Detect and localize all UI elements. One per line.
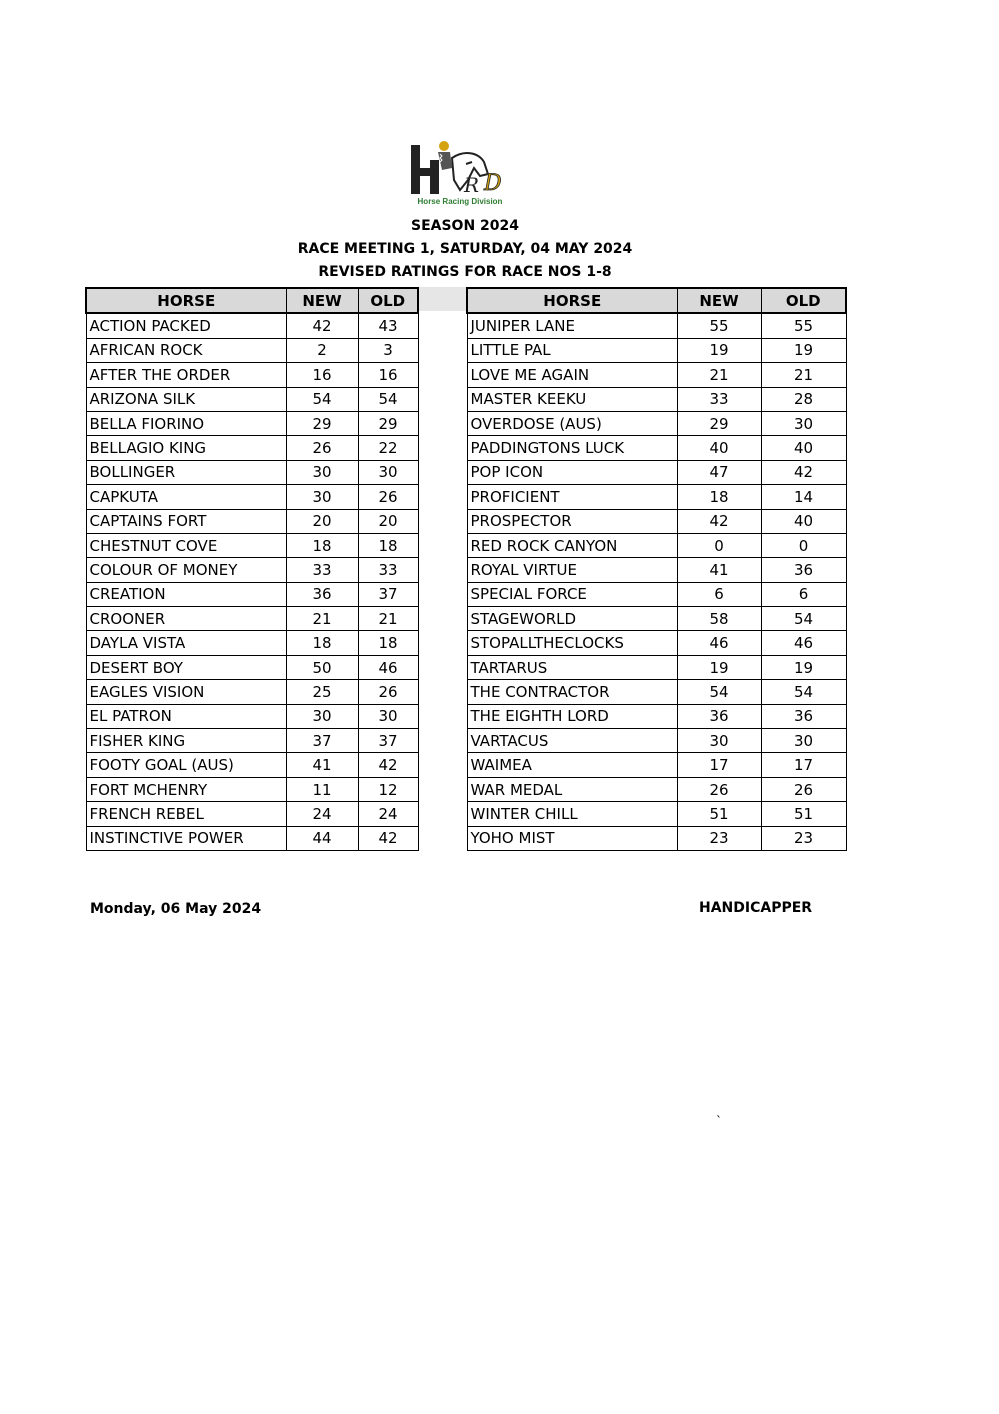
old-rating-cell: 37 [358,729,418,753]
table-row [467,363,846,387]
new-rating-cell: 44 [286,826,358,850]
new-rating-cell: 24 [286,802,358,826]
ratings-table-right [466,287,847,851]
ratings-subtitle: REVISED RATINGS FOR RACE NOS 1-8 [318,264,612,280]
horse-name-cell: COLOUR OF MONEY [86,558,286,582]
horse-name-cell: FRENCH REBEL [86,802,286,826]
new-rating-cell: 29 [677,411,761,435]
stray-mark: ` [716,1114,722,1128]
old-rating-cell: 33 [358,558,418,582]
table-row [467,704,846,728]
horse-name-cell: CREATION [86,582,286,606]
old-rating-cell: 29 [358,411,418,435]
new-rating-cell: 41 [677,558,761,582]
horse-name-cell: VARTACUS [467,729,677,753]
table-row [467,607,846,631]
new-rating-cell: 19 [677,655,761,679]
horse-name-cell: WINTER CHILL [467,802,677,826]
table-row [86,509,418,533]
old-rating-cell: 40 [761,436,846,460]
horse-name-cell: JUNIPER LANE [467,313,677,338]
column-header-new: NEW [677,288,761,313]
new-rating-cell: 25 [286,680,358,704]
new-rating-cell: 51 [677,802,761,826]
horse-name-cell: TARTARUS [467,655,677,679]
new-rating-cell: 58 [677,607,761,631]
old-rating-cell: 6 [761,582,846,606]
horse-name-cell: PROFICIENT [467,485,677,509]
table-row [467,802,846,826]
table-row [467,387,846,411]
horse-name-cell: WAR MEDAL [467,777,677,801]
table-row [467,826,846,850]
new-rating-cell: 11 [286,777,358,801]
table-row [86,802,418,826]
table-row [467,582,846,606]
horse-name-cell: INSTINCTIVE POWER [86,826,286,850]
table-row [86,826,418,850]
new-rating-cell: 42 [677,509,761,533]
horse-name-cell: STAGEWORLD [467,607,677,631]
horse-name-cell: DAYLA VISTA [86,631,286,655]
table-row [467,558,846,582]
new-rating-cell: 18 [286,533,358,557]
table-row [467,313,846,338]
old-rating-cell: 54 [761,680,846,704]
table-header-row [467,288,846,313]
table-row [86,313,418,338]
new-rating-cell: 23 [677,826,761,850]
new-rating-cell: 55 [677,313,761,338]
race-meeting-title: RACE MEETING 1, SATURDAY, 04 MAY 2024 [297,241,633,257]
old-rating-cell: 0 [761,533,846,557]
horse-name-cell: FISHER KING [86,729,286,753]
old-rating-cell: 18 [358,631,418,655]
horse-name-cell: PROSPECTOR [467,509,677,533]
horse-name-cell: CROONER [86,607,286,631]
new-rating-cell: 18 [677,485,761,509]
horse-name-cell: YOHO MIST [467,826,677,850]
old-rating-cell: 21 [761,363,846,387]
old-rating-cell: 42 [358,753,418,777]
old-rating-cell: 18 [358,533,418,557]
old-rating-cell: 55 [761,313,846,338]
horse-name-cell: SPECIAL FORCE [467,582,677,606]
old-rating-cell: 30 [358,460,418,484]
new-rating-cell: 30 [286,460,358,484]
svg-text:D: D [484,171,502,196]
new-rating-cell: 21 [677,363,761,387]
horse-name-cell: PADDINGTONS LUCK [467,436,677,460]
report-date: Monday, 06 May 2024 [90,901,262,917]
horse-name-cell: MASTER KEEKU [467,387,677,411]
old-rating-cell: 23 [761,826,846,850]
old-rating-cell: 43 [358,313,418,338]
new-rating-cell: 17 [677,753,761,777]
horse-name-cell: POP ICON [467,460,677,484]
table-row [86,436,418,460]
old-rating-cell: 40 [761,509,846,533]
horse-name-cell: EAGLES VISION [86,680,286,704]
new-rating-cell: 2 [286,338,358,362]
logo-caption: Horse Racing Division [417,197,503,206]
old-rating-cell: 30 [761,411,846,435]
new-rating-cell: 36 [677,704,761,728]
horse-name-cell: AFRICAN ROCK [86,338,286,362]
svg-text:R: R [464,173,480,196]
old-rating-cell: 28 [761,387,846,411]
table-row [86,680,418,704]
old-rating-cell: 3 [358,338,418,362]
table-row [86,533,418,557]
table-row [86,631,418,655]
table-row [467,777,846,801]
table-row [467,338,846,362]
new-rating-cell: 50 [286,655,358,679]
new-rating-cell: 33 [677,387,761,411]
new-rating-cell: 54 [677,680,761,704]
old-rating-cell: 17 [761,753,846,777]
horse-name-cell: CHESTNUT COVE [86,533,286,557]
table-row [467,753,846,777]
new-rating-cell: 26 [677,777,761,801]
new-rating-cell: 21 [286,607,358,631]
horse-name-cell: CAPTAINS FORT [86,509,286,533]
horse-name-cell: LITTLE PAL [467,338,677,362]
horse-name-cell: STOPALLTHECLOCKS [467,631,677,655]
horse-name-cell: ROYAL VIRTUE [467,558,677,582]
old-rating-cell: 46 [358,655,418,679]
horse-name-cell: DESERT BOY [86,655,286,679]
horse-name-cell: THE EIGHTH LORD [467,704,677,728]
old-rating-cell: 37 [358,582,418,606]
old-rating-cell: 30 [358,704,418,728]
old-rating-cell: 42 [761,460,846,484]
old-rating-cell: 12 [358,777,418,801]
table-row [86,411,418,435]
horse-name-cell: BOLLINGER [86,460,286,484]
season-title: SEASON 2024 [410,218,520,234]
old-rating-cell: 20 [358,509,418,533]
table-row [86,777,418,801]
new-rating-cell: 41 [286,753,358,777]
new-rating-cell: 42 [286,313,358,338]
table-row [86,558,418,582]
table-row [467,411,846,435]
table-row [467,460,846,484]
new-rating-cell: 29 [286,411,358,435]
old-rating-cell: 54 [358,387,418,411]
table-row [467,533,846,557]
old-rating-cell: 24 [358,802,418,826]
column-header-horse: HORSE [86,288,286,313]
horse-name-cell: ACTION PACKED [86,313,286,338]
old-rating-cell: 19 [761,338,846,362]
horse-racing-logo-icon [408,140,512,196]
column-header-old: OLD [761,288,846,313]
new-rating-cell: 40 [677,436,761,460]
new-rating-cell: 0 [677,533,761,557]
table-row [467,729,846,753]
old-rating-cell: 26 [358,485,418,509]
table-row [86,460,418,484]
new-rating-cell: 37 [286,729,358,753]
table-row [86,704,418,728]
new-rating-cell: 33 [286,558,358,582]
new-rating-cell: 20 [286,509,358,533]
table-row [467,680,846,704]
new-rating-cell: 46 [677,631,761,655]
horse-name-cell: FOOTY GOAL (AUS) [86,753,286,777]
table-row [86,387,418,411]
old-rating-cell: 51 [761,802,846,826]
table-row [86,363,418,387]
new-rating-cell: 19 [677,338,761,362]
table-row [467,655,846,679]
new-rating-cell: 30 [286,485,358,509]
old-rating-cell: 16 [358,363,418,387]
table-row [86,753,418,777]
old-rating-cell: 54 [761,607,846,631]
table-row [86,655,418,679]
old-rating-cell: 46 [761,631,846,655]
old-rating-cell: 36 [761,704,846,728]
old-rating-cell: 36 [761,558,846,582]
new-rating-cell: 36 [286,582,358,606]
horse-name-cell: RED ROCK CANYON [467,533,677,557]
horse-name-cell: CAPKUTA [86,485,286,509]
table-row [467,631,846,655]
column-header-new: NEW [286,288,358,313]
old-rating-cell: 22 [358,436,418,460]
table-header-row [86,288,418,313]
new-rating-cell: 16 [286,363,358,387]
old-rating-cell: 14 [761,485,846,509]
horse-name-cell: FORT MCHENRY [86,777,286,801]
table-row [467,436,846,460]
new-rating-cell: 18 [286,631,358,655]
old-rating-cell: 30 [761,729,846,753]
old-rating-cell: 26 [761,777,846,801]
old-rating-cell: 21 [358,607,418,631]
old-rating-cell: 19 [761,655,846,679]
column-header-horse: HORSE [467,288,677,313]
old-rating-cell: 42 [358,826,418,850]
new-rating-cell: 30 [677,729,761,753]
horse-name-cell: AFTER THE ORDER [86,363,286,387]
table-row [86,607,418,631]
ratings-table-left [85,287,419,851]
table-row [467,485,846,509]
horse-name-cell: EL PATRON [86,704,286,728]
column-header-old: OLD [358,288,418,313]
horse-name-cell: THE CONTRACTOR [467,680,677,704]
signatory-role: HANDICAPPER [699,900,813,916]
horse-name-cell: LOVE ME AGAIN [467,363,677,387]
hrd-logo [408,140,512,210]
table-row [86,729,418,753]
new-rating-cell: 30 [286,704,358,728]
table-row [467,509,846,533]
horse-name-cell: BELLA FIORINO [86,411,286,435]
horse-name-cell: ARIZONA SILK [86,387,286,411]
table-row [86,582,418,606]
horse-name-cell: WAIMEA [467,753,677,777]
table-row [86,485,418,509]
header-gap-fill [417,287,466,311]
new-rating-cell: 26 [286,436,358,460]
new-rating-cell: 47 [677,460,761,484]
table-row [86,338,418,362]
new-rating-cell: 6 [677,582,761,606]
old-rating-cell: 26 [358,680,418,704]
horse-name-cell: OVERDOSE (AUS) [467,411,677,435]
horse-name-cell: BELLAGIO KING [86,436,286,460]
new-rating-cell: 54 [286,387,358,411]
